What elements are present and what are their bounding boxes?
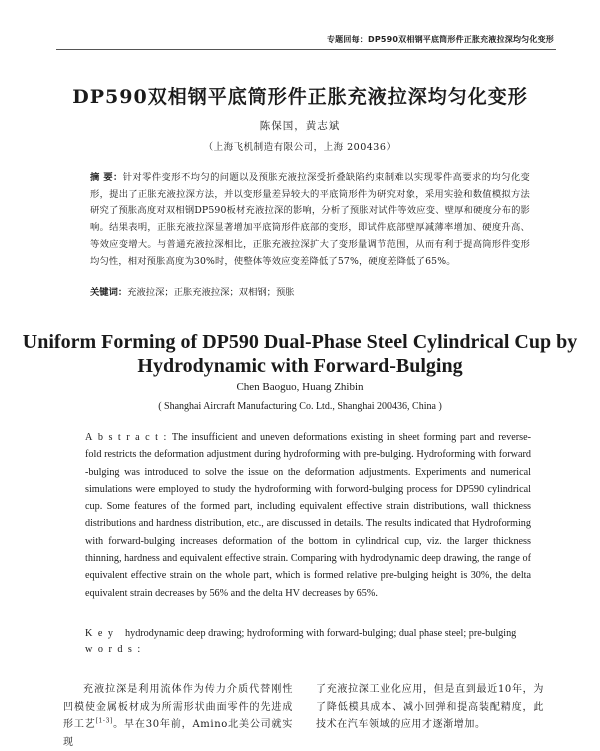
body-left-text: 充液拉深是利用流体作为传力介质代替刚性凹模使金属板材成为所需形状曲面零件的先进成形工艺 — [63, 684, 293, 730]
chinese-keywords-text: 充液拉深；正胀充液拉深；双相钢；预胀 — [127, 287, 295, 298]
chinese-abstract-text: 针对零件变形不均匀的问题以及预胀充液拉深受折叠缺陷约束制难以实现零件高要求的均匀化变形，提出了正胀充液拉深方法，并以变形量差异较大的平底筒形件为研究对象，采用实验和数值模拟方法研究了预胀高度对双相钢DP590板材充液拉深的影响，分析了预胀对试件等效应变、壁厚和硬度分布的影响。结果表明，正胀充液拉深显著增加平底筒形件底部的变形，即试件底部壁厚减薄率增加、硬度升高、等效应变增大。与普通充液拉深相比，正胀充液拉深扩大了变形量调节范围，从而有利于提高筒形件变形均匀性，相对预胀高度为30%时，使整体等效应变差降低了57%，硬度差降低了65%。 — [90, 172, 530, 267]
english-keywords-text: hydrodynamic deep drawing; hydroforming with forward-bulging; dual phase steel; pre-bulging — [125, 628, 517, 639]
body-right-column: 了充液拉深工业化应用，但是直到最近10年，为了降低模具成本、减小回弹和提高装配精度，此技术在汽车领域的应用才逐渐增加。 — [316, 684, 544, 730]
body-left-column — [63, 681, 293, 751]
english-title — [0, 330, 600, 378]
header-rule — [56, 49, 556, 50]
reference-marker: [1-3] — [95, 717, 113, 725]
chinese-abstract-label: 摘 要： — [90, 172, 123, 183]
chinese-affiliation: （上海飞机制造有限公司，上海 200436） — [203, 142, 397, 153]
english-keywords — [85, 626, 531, 658]
chinese-keywords-label: 关键词： — [90, 287, 128, 298]
english-abstract — [85, 429, 531, 602]
chinese-abstract — [90, 170, 530, 270]
english-abstract-text: The insufficient and uneven deformations existing in sheet forming part and reverse-fold restricts the deformation adjustment during hydroforming with pre-bulging. Hydroforming with forward -bulging was introduced to solve the issue on the deformation adjustments. Experiments and numerical simulations were employed to study the hydroforming with forword-bulging process for DP590 cylindrical cup. Some features of the formed part, including equivalent effective strain distributions, wall thickness distributions and hardness distribution, etc., are discussed in details. The results indicated that Hydroforming with forward-bulging increases deformation of the bottom in cylindrical cup, viz. the larger thickness thinning, hardness and equivalent effective strain. Comparing with hydrodynamic deep drawing, the range of equivalent effective strain on the whole part, which is formed relative pre-bulging height is 30%, the delta equivalent strain decreases by 56% and the delta HV decreases by 65%. — [85, 432, 531, 599]
chinese-authors: 陈保国，黄志斌 — [259, 120, 341, 132]
english-abstract-label: Abstract: — [85, 432, 172, 443]
chinese-title: DP590双相钢平底筒形件正胀充液拉深均匀化变形 — [72, 86, 528, 108]
body-left-text-end: 。早在30年前，Amino北美公司就实现 — [63, 719, 293, 748]
english-affiliation: ( Shanghai Aircraft Manufacturing Co. Ltd., Shanghai 200436, China ) — [158, 401, 442, 412]
english-authors: Chen Baoguo, Huang Zhibin — [236, 381, 364, 393]
english-keywords-label: Key words: — [85, 628, 146, 655]
running-head: 专题回每：DP590双相钢平底筒形件正胀充液拉深均匀化变形 — [326, 35, 554, 44]
english-title-line2: Hydrodynamic with Forward-Bulging — [137, 355, 463, 377]
english-title-line1: Uniform Forming of DP590 Dual-Phase Steel Cylindrical Cup by — [22, 331, 578, 353]
chinese-keywords — [90, 285, 530, 301]
